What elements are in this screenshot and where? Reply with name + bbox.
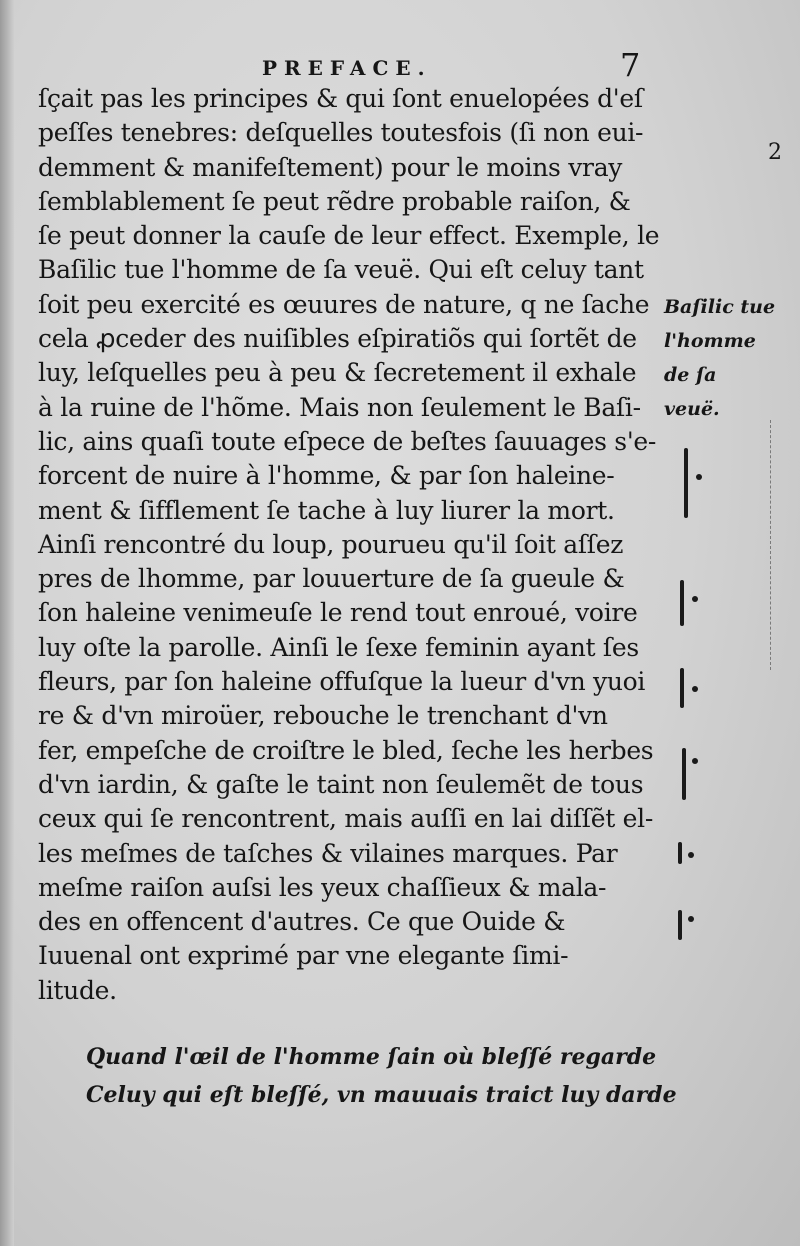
text-line: re & d'vn miroüer, rebouche le trenchant d'vn — [38, 701, 608, 731]
margin-rule — [770, 420, 772, 670]
margin-ink-mark — [682, 748, 686, 800]
verse-line: Celuy qui eſt bleſſé, vn mauuais traict luy darde — [86, 1082, 677, 1108]
running-head: PREFACE. — [262, 56, 432, 80]
text-line: ſçait pas les principes & qui ſont enuelopées d'eſ — [38, 84, 643, 113]
margin-ink-dot — [696, 474, 702, 480]
text-line: Iuuenal ont exprimé par vne elegante ſimi- — [38, 941, 569, 971]
text-line: forcent de nuire à l'homme, & par ſon haleine- — [38, 461, 615, 491]
text-line: d'vn iardin, & gaſte le taint non ſeulemẽt de tous — [38, 769, 644, 799]
marginal-note-line: de ſa — [664, 364, 717, 386]
margin-ink-mark — [680, 668, 684, 708]
margin-ink-mark — [678, 910, 682, 940]
text-line: ſoit peu exercité es œuures de nature, q ne ſache — [38, 289, 650, 319]
page-spine-shadow — [0, 0, 14, 1246]
text-line: litude. — [38, 975, 117, 1005]
margin-ink-dot — [692, 758, 698, 764]
text-line: ceux qui ſe rencontrent, mais auſſi en lai diſſẽt el- — [38, 804, 653, 834]
text-line: ment & ſifflement ſe tache à luy liurer la mort. — [38, 495, 615, 525]
text-line: ſemblablement ſe peut rẽdre probable raiſon, & — [38, 186, 631, 216]
marginal-note — [664, 290, 796, 426]
margin-ink-mark — [684, 448, 688, 518]
verse-line: Quand l'œil de l'homme ſain où bleſſé regarde — [86, 1044, 657, 1070]
text-line: meſme raiſon auſsi les yeux chaſſieux & mala- — [38, 872, 607, 902]
margin-ink-dot — [692, 596, 698, 602]
margin-ink-mark — [678, 842, 682, 864]
text-line: ſon haleine venimeuſe le rend tout enroué, voire — [38, 598, 638, 628]
text-line: à la ruine de l'hõme. Mais non ſeulement le Baſi- — [38, 392, 641, 422]
page-number: 7 — [620, 46, 641, 84]
marginal-note-line: Baſilic tue — [664, 296, 776, 318]
text-line: Ainſi rencontré du loup, pourueu qu'il ſoit aſſez — [38, 529, 624, 559]
text-line: luy, leſquelles peu à peu & ſecretement il exhale — [38, 358, 637, 388]
text-line: demment & manifeſtement) pour le moins vray — [38, 152, 623, 182]
text-line: les meſmes de taſches & vilaines marques. Par — [38, 838, 618, 868]
text-line: Baſilic tue l'homme de ſa veuë. Qui eſt celuy tant — [38, 255, 644, 285]
text-line: peſſes tenebres: deſquelles toutesfois (ſi non eui- — [38, 118, 644, 148]
signature-mark: 2 — [768, 140, 782, 165]
margin-ink-mark — [680, 580, 684, 626]
verse-quotation — [86, 1038, 686, 1114]
text-line: luy oſte la parolle. Ainſi le ſexe feminin ayant ſes — [38, 632, 639, 662]
text-line: ſe peut donner la cauſe de leur effect. Exemple, le — [38, 221, 660, 251]
margin-ink-dot — [692, 686, 698, 692]
marginal-note-line: veuë. — [664, 398, 720, 420]
text-line: cela ꝓceder des nuiſibles eſpiratiõs qui ſortẽt de — [38, 324, 637, 354]
text-line: fer, empeſche de croiſtre le bled, ſeche les herbes — [38, 735, 654, 765]
text-line: lic, ains quaſi toute eſpece de beſtes ſauuages s'e- — [38, 426, 657, 456]
text-line: des en offencent d'autres. Ce que Ouide & — [38, 907, 566, 937]
text-line: pres de lhomme, par louuerture de ſa gueule & — [38, 564, 625, 594]
margin-ink-dot — [688, 852, 694, 858]
text-line: fleurs, par ſon haleine offuſque la lueur d'vn yuoi — [38, 667, 646, 697]
body-text — [38, 82, 678, 1008]
margin-ink-dot — [688, 916, 694, 922]
marginal-note-line: l'homme — [664, 330, 756, 352]
